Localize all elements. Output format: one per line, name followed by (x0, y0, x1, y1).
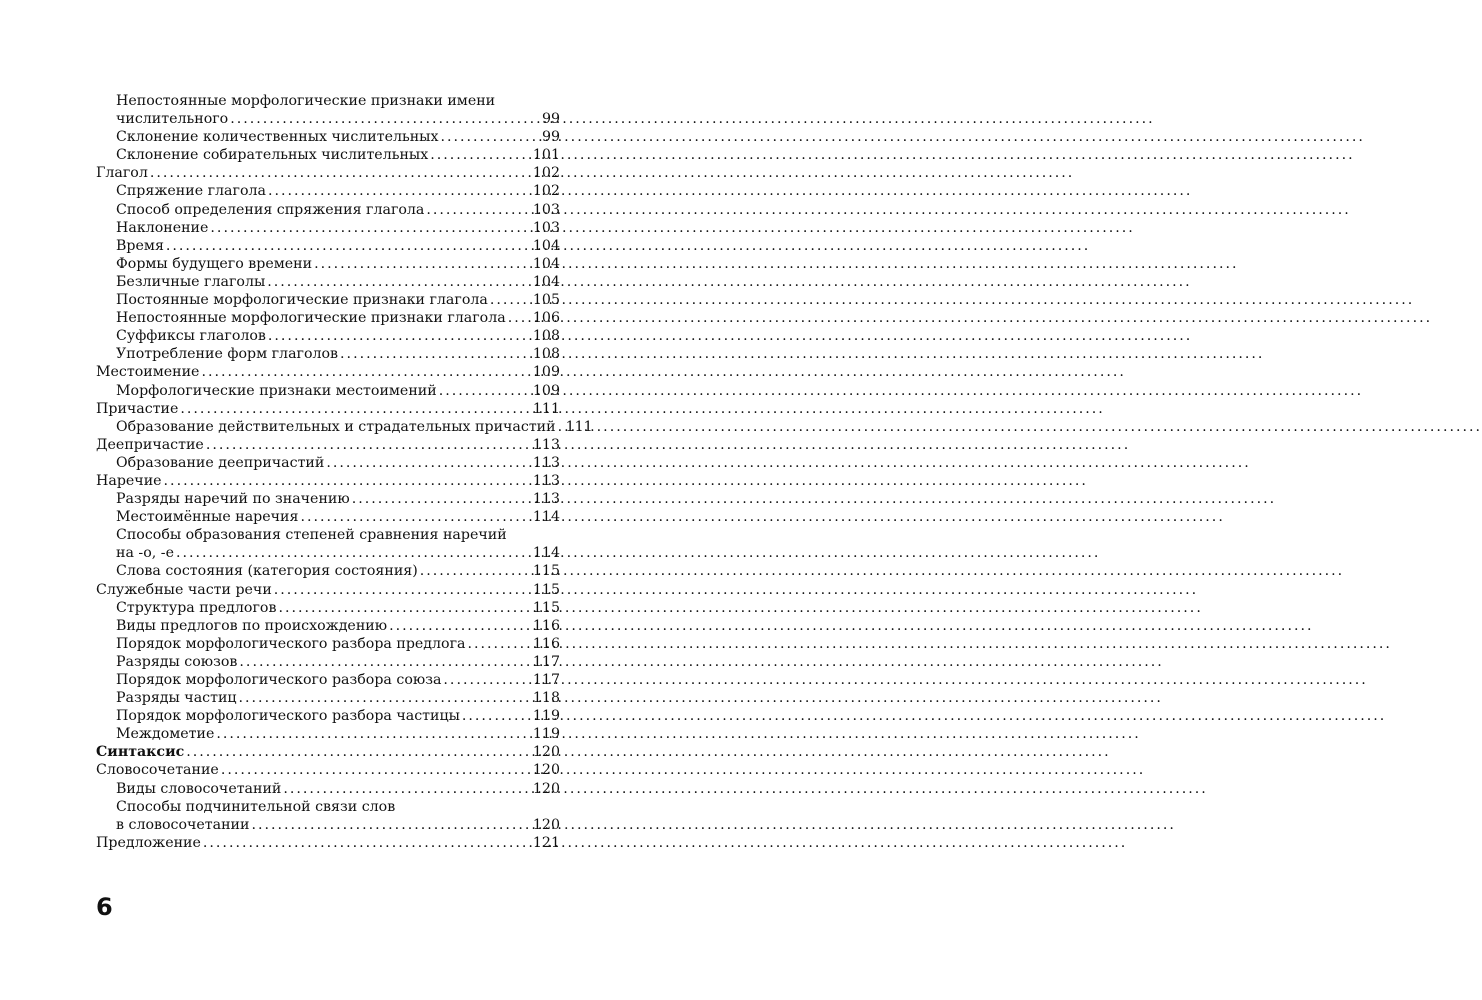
dot-leader (180, 400, 531, 418)
dot-leader (176, 544, 531, 562)
toc-entry-page: 114 (532, 509, 560, 526)
toc-entry (96, 219, 560, 237)
dot-leader (268, 182, 531, 200)
toc-entry (96, 309, 560, 327)
dot-leader (300, 508, 530, 526)
toc-entry-title: Спряжение глагола (116, 183, 266, 200)
toc-entry (96, 382, 560, 400)
toc-entry-page: 115 (532, 599, 560, 616)
dot-leader (468, 635, 531, 653)
toc-entry (96, 363, 560, 381)
toc-entry-title: Способы подчинительной связи слов (116, 798, 396, 815)
toc-entry-title: Способы образования степеней сравнения наречий (116, 527, 507, 544)
toc-entry (96, 418, 593, 436)
dot-leader (186, 743, 531, 761)
dot-leader (239, 689, 531, 707)
dot-leader (216, 725, 531, 743)
toc-entry-title: Виды предлогов по происхождению (116, 617, 388, 634)
dot-leader (221, 761, 531, 779)
toc-entry-title: Суффиксы глаголов (116, 328, 266, 345)
toc-entry (96, 562, 560, 580)
dot-leader (268, 327, 531, 345)
toc-entry-title: числительного (116, 111, 229, 128)
dot-leader (430, 146, 531, 164)
toc-entry-title: Деепричастие (96, 436, 204, 453)
toc-entry-title: Непостоянные морфологические признаки имени (116, 93, 496, 109)
toc-entry (96, 201, 560, 219)
toc-entry-page: 119 (532, 726, 560, 743)
toc-entry-title: Синтаксис (96, 744, 185, 761)
dot-leader (389, 617, 531, 635)
toc-entry-page: 120 (532, 744, 560, 761)
toc-entry-page: 103 (532, 219, 560, 236)
toc-entry (96, 671, 560, 689)
toc-entry (96, 400, 560, 418)
dot-leader (283, 780, 531, 798)
toc-entry (96, 526, 560, 544)
table-of-contents (96, 92, 593, 852)
toc-entry-title: Предложение (96, 834, 201, 851)
toc-entry-page: 120 (532, 780, 560, 797)
toc-entry-title: Разряды частиц (116, 690, 237, 707)
toc-entry-page: 113 (532, 436, 560, 453)
toc-entry-page: 101 (532, 147, 560, 164)
toc-entry (96, 599, 560, 617)
toc-entry-page: 121 (532, 834, 560, 851)
toc-entry-title: Разряды наречий по значению (116, 491, 350, 508)
toc-entry-page: 120 (532, 762, 560, 779)
toc-entry-title: Постоянные морфологические признаки глагола (116, 292, 488, 309)
dot-leader (326, 454, 531, 472)
toc-entry-page: 103 (532, 201, 560, 218)
toc-entry (96, 635, 560, 653)
toc-entry-page: 106 (532, 310, 560, 327)
dot-leader (420, 562, 531, 580)
toc-entry-title: Наречие (96, 472, 162, 489)
dot-leader (426, 201, 531, 219)
dot-leader (314, 255, 531, 273)
toc-entry (96, 490, 560, 508)
toc-entry-title: Разряды союзов (116, 653, 238, 670)
toc-entry-title: Безличные глаголы (116, 273, 266, 290)
toc-entry-page: 99 (541, 111, 560, 128)
toc-entry-title: Порядок морфологического разбора частицы (116, 708, 460, 725)
dot-leader (439, 382, 531, 400)
toc-entry (96, 110, 560, 128)
page-number: 6 (96, 893, 113, 921)
toc-entry (96, 345, 560, 363)
toc-entry-page: 109 (532, 382, 560, 399)
toc-entry (96, 182, 560, 200)
toc-entry (96, 128, 560, 146)
toc-entry (96, 146, 560, 164)
toc-entry (96, 743, 560, 761)
dot-leader (267, 273, 531, 291)
toc-entry (96, 761, 560, 779)
toc-entry-title: Непостоянные морфологические признаки глагола (116, 310, 506, 327)
toc-entry-page: 104 (532, 273, 560, 290)
toc-entry (96, 291, 560, 309)
toc-entry-title: Структура предлогов (116, 599, 277, 616)
toc-entry (96, 834, 560, 852)
toc-entry-title: Глагол (96, 165, 148, 182)
toc-entry-page: 115 (532, 581, 560, 598)
toc-entry-page: 108 (532, 328, 560, 345)
toc-entry-title: Морфологические признаки местоимений (116, 382, 437, 399)
dot-leader (490, 291, 531, 309)
toc-entry-title: Виды словосочетаний (116, 780, 282, 797)
toc-entry (96, 454, 560, 472)
toc-entry (96, 237, 560, 255)
dot-leader (203, 834, 531, 852)
toc-entry (96, 816, 560, 834)
dot-leader (558, 418, 564, 436)
toc-entry-page: 111 (532, 400, 560, 417)
dot-leader (201, 363, 530, 381)
dot-leader (462, 707, 531, 725)
toc-entry-page: 109 (532, 364, 560, 381)
toc-entry-title: Местоимённые наречия (116, 509, 299, 526)
toc-entry (96, 780, 560, 798)
dot-leader (230, 110, 540, 128)
dot-leader (352, 490, 531, 508)
toc-entry (96, 544, 560, 562)
dot-leader (166, 237, 531, 255)
toc-entry (96, 653, 560, 671)
toc-entry-title: Служебные части речи (96, 581, 272, 598)
toc-entry-page: 104 (532, 255, 560, 272)
toc-entry-title: Употребление форм глаголов (116, 346, 339, 363)
toc-entry (96, 725, 560, 743)
toc-entry-page: 114 (532, 545, 560, 562)
toc-entry (96, 798, 560, 816)
dot-leader (251, 816, 530, 834)
toc-entry (96, 581, 560, 599)
toc-entry-title: Слова состояния (категория состояния) (116, 563, 418, 580)
toc-entry-title: в словосочетании (116, 816, 250, 833)
dot-leader (274, 581, 531, 599)
toc-entry-page: 117 (532, 653, 560, 670)
dot-leader (164, 472, 531, 490)
toc-entry (96, 508, 560, 526)
toc-entry-title: Порядок морфологического разбора предлога (116, 635, 466, 652)
toc-entry-page: 116 (532, 635, 560, 652)
toc-entry-page: 99 (541, 129, 560, 146)
toc-entry-page: 117 (532, 672, 560, 688)
toc-entry-page: 113 (532, 491, 560, 508)
dot-leader (150, 164, 531, 182)
toc-entry-title: Наклонение (116, 219, 209, 236)
toc-entry (96, 164, 560, 182)
toc-entry (96, 436, 560, 454)
toc-entry-page: 102 (532, 165, 560, 182)
toc-entry-title: Формы будущего времени (116, 255, 313, 272)
toc-entry-title: Склонение собирательных числительных (116, 147, 429, 164)
toc-entry-page: 108 (532, 346, 560, 363)
toc-entry-page: 111 (565, 418, 593, 435)
toc-entry-page: 116 (532, 617, 560, 634)
dot-leader (278, 599, 530, 617)
toc-entry-title: Склонение количественных числительных (116, 129, 439, 146)
toc-entry-title: Порядок морфологического разбора союза (116, 672, 442, 688)
toc-entry-page: 104 (532, 237, 560, 254)
toc-entry-page: 105 (532, 292, 560, 309)
toc-entry-title: Время (116, 237, 164, 254)
toc-entry (96, 255, 560, 273)
dot-leader (210, 219, 530, 237)
dot-leader (440, 128, 539, 146)
toc-entry-title: на -о, -е (116, 545, 174, 562)
toc-entry-page: 119 (532, 708, 560, 725)
toc-entry-title: Междометие (116, 726, 215, 743)
toc-entry-page: 102 (532, 183, 560, 200)
toc-entry-title: Местоимение (96, 364, 200, 381)
toc-entry-title: Причастие (96, 400, 179, 417)
toc-entry-page: 113 (532, 454, 560, 471)
toc-entry (96, 92, 560, 110)
dot-leader (340, 345, 531, 363)
toc-entry-page: 118 (532, 690, 560, 707)
toc-entry-page: 115 (532, 563, 560, 580)
toc-entry-page: 120 (532, 816, 560, 833)
toc-entry-title: Способ определения спряжения глагола (116, 201, 425, 218)
dot-leader (239, 653, 530, 671)
dot-leader (508, 309, 531, 327)
toc-entry (96, 327, 560, 345)
dot-leader (443, 671, 530, 689)
toc-entry-page: 113 (532, 472, 560, 489)
toc-entry (96, 707, 560, 725)
toc-entry (96, 689, 560, 707)
toc-entry (96, 472, 560, 490)
toc-entry (96, 273, 560, 291)
toc-entry (96, 617, 560, 635)
toc-entry-title: Словосочетание (96, 762, 219, 779)
dot-leader (206, 436, 531, 454)
toc-entry-title: Образование действительных и страдательных причастий (116, 418, 556, 435)
toc-entry-title: Образование деепричастий (116, 454, 325, 471)
